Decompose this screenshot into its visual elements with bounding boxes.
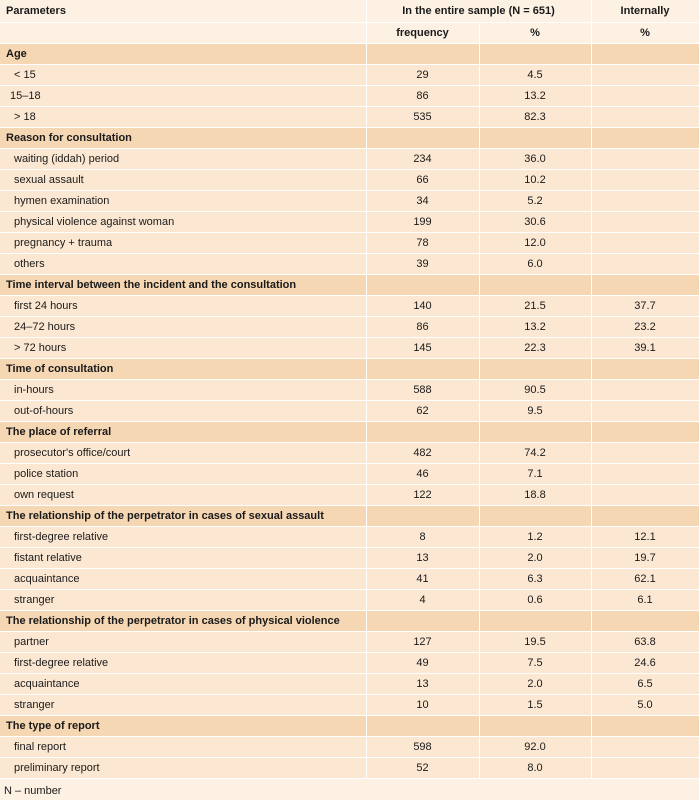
header-row-2 [0,23,699,44]
row-internal-percent [591,191,699,212]
row-label: > 18 [0,107,366,128]
section-row [0,44,699,65]
row-label: 24–72 hours [0,317,366,338]
row-percent: 13.2 [479,86,591,107]
row-internal-percent [591,212,699,233]
section-empty-cell [591,422,699,443]
section-row [0,716,699,737]
row-internal-percent: 63.8 [591,632,699,653]
row-frequency: 234 [366,149,479,170]
section-empty-cell [591,128,699,149]
row-label: sexual assault [0,170,366,191]
row-internal-percent [591,86,699,107]
row-frequency: 52 [366,758,479,779]
row-percent: 7.1 [479,464,591,485]
row-internal-percent: 6.1 [591,590,699,611]
header-frequency: frequency [366,23,479,44]
section-empty-cell [479,359,591,380]
section-empty-cell [479,611,591,632]
table-row [0,296,699,317]
table-row [0,401,699,422]
row-internal-percent: 6.5 [591,674,699,695]
row-internal-percent [591,380,699,401]
row-frequency: 29 [366,65,479,86]
row-label: 15–18 [0,86,366,107]
row-percent: 1.5 [479,695,591,716]
row-label: first-degree relative [0,653,366,674]
table-row [0,695,699,716]
row-percent: 74.2 [479,443,591,464]
header-parameters: Parameters [0,0,366,23]
row-percent: 36.0 [479,149,591,170]
row-label: final report [0,737,366,758]
row-label: stranger [0,590,366,611]
header-percent: % [479,23,591,44]
row-percent: 1.2 [479,527,591,548]
table-row [0,632,699,653]
row-internal-percent: 12.1 [591,527,699,548]
row-internal-percent [591,758,699,779]
row-frequency: 13 [366,548,479,569]
row-percent: 21.5 [479,296,591,317]
row-label: acquaintance [0,569,366,590]
row-internal-percent: 5.0 [591,695,699,716]
section-empty-cell [366,359,479,380]
row-internal-percent [591,443,699,464]
row-percent: 7.5 [479,653,591,674]
section-empty-cell [591,359,699,380]
row-frequency: 4 [366,590,479,611]
table-row [0,317,699,338]
header-empty [0,23,366,44]
section-empty-cell [591,44,699,65]
table-row [0,548,699,569]
header-row-1 [0,0,699,23]
table-row [0,569,699,590]
section-title: Age [0,44,366,65]
footnote: N – number [4,785,62,797]
row-frequency: 482 [366,443,479,464]
row-label: stranger [0,695,366,716]
row-internal-percent [591,170,699,191]
row-internal-percent: 19.7 [591,548,699,569]
row-percent: 0.6 [479,590,591,611]
table-row [0,527,699,548]
row-label: own request [0,485,366,506]
row-percent: 4.5 [479,65,591,86]
row-percent: 92.0 [479,737,591,758]
table-row [0,254,699,275]
row-percent: 6.3 [479,569,591,590]
row-percent: 13.2 [479,317,591,338]
section-empty-cell [479,275,591,296]
section-row [0,359,699,380]
row-internal-percent [591,65,699,86]
row-internal-percent: 23.2 [591,317,699,338]
section-empty-cell [366,128,479,149]
row-frequency: 41 [366,569,479,590]
section-empty-cell [366,44,479,65]
section-empty-cell [479,422,591,443]
section-empty-cell [366,716,479,737]
row-label: physical violence against woman [0,212,366,233]
row-frequency: 598 [366,737,479,758]
table-row [0,674,699,695]
row-label: hymen examination [0,191,366,212]
row-frequency: 145 [366,338,479,359]
row-percent: 90.5 [479,380,591,401]
section-title: Reason for consultation [0,128,366,149]
section-empty-cell [366,611,479,632]
row-internal-percent [591,485,699,506]
row-internal-percent [591,401,699,422]
row-internal-percent [591,233,699,254]
row-label: out-of-hours [0,401,366,422]
row-percent: 5.2 [479,191,591,212]
row-percent: 6.0 [479,254,591,275]
table-row [0,485,699,506]
row-frequency: 122 [366,485,479,506]
row-internal-percent [591,464,699,485]
section-title: The relationship of the perpetrator in cases of sexual assault [0,506,366,527]
table-row [0,653,699,674]
section-empty-cell [366,422,479,443]
row-percent: 9.5 [479,401,591,422]
row-label: first 24 hours [0,296,366,317]
section-empty-cell [366,506,479,527]
row-percent: 10.2 [479,170,591,191]
row-internal-percent [591,107,699,128]
header-percent-internal: % [591,23,699,44]
table-row [0,233,699,254]
row-frequency: 62 [366,401,479,422]
row-internal-percent: 24.6 [591,653,699,674]
row-percent: 12.0 [479,233,591,254]
section-empty-cell [479,506,591,527]
row-label: partner [0,632,366,653]
section-empty-cell [591,611,699,632]
table-row [0,737,699,758]
row-internal-percent: 39.1 [591,338,699,359]
section-title: The place of referral [0,422,366,443]
table-row [0,65,699,86]
section-empty-cell [479,716,591,737]
row-frequency: 13 [366,674,479,695]
row-frequency: 78 [366,233,479,254]
section-row [0,275,699,296]
table-row [0,107,699,128]
row-label: in-hours [0,380,366,401]
row-label: preliminary report [0,758,366,779]
header-internally: Internally [591,0,699,23]
section-title: Time interval between the incident and the consultation [0,275,366,296]
row-percent: 19.5 [479,632,591,653]
row-percent: 82.3 [479,107,591,128]
section-row [0,422,699,443]
row-percent: 22.3 [479,338,591,359]
row-frequency: 10 [366,695,479,716]
row-frequency: 46 [366,464,479,485]
row-label: > 72 hours [0,338,366,359]
row-frequency: 86 [366,86,479,107]
row-label: police station [0,464,366,485]
row-internal-percent: 62.1 [591,569,699,590]
row-internal-percent [591,737,699,758]
row-label: first-degree relative [0,527,366,548]
row-frequency: 140 [366,296,479,317]
table-body [0,44,699,779]
row-frequency: 39 [366,254,479,275]
table-row [0,443,699,464]
row-frequency: 8 [366,527,479,548]
row-label: pregnancy + trauma [0,233,366,254]
section-row [0,128,699,149]
table-row [0,212,699,233]
row-percent: 30.6 [479,212,591,233]
table-row [0,149,699,170]
row-frequency: 127 [366,632,479,653]
section-empty-cell [591,275,699,296]
table-row [0,464,699,485]
row-frequency: 49 [366,653,479,674]
row-label: < 15 [0,65,366,86]
row-label: fistant relative [0,548,366,569]
section-empty-cell [366,275,479,296]
section-empty-cell [479,44,591,65]
section-title: The type of report [0,716,366,737]
section-empty-cell [591,716,699,737]
row-percent: 2.0 [479,548,591,569]
header-entire-sample: In the entire sample (N = 651) [366,0,591,23]
row-internal-percent [591,254,699,275]
section-row [0,506,699,527]
row-frequency: 34 [366,191,479,212]
row-percent: 8.0 [479,758,591,779]
table-row [0,170,699,191]
row-frequency: 86 [366,317,479,338]
table-row [0,338,699,359]
table-row [0,758,699,779]
section-empty-cell [591,506,699,527]
row-label: prosecutor's office/court [0,443,366,464]
row-frequency: 66 [366,170,479,191]
row-label: others [0,254,366,275]
table-row [0,191,699,212]
row-internal-percent: 37.7 [591,296,699,317]
row-percent: 2.0 [479,674,591,695]
table-row [0,86,699,107]
table-row [0,380,699,401]
row-percent: 18.8 [479,485,591,506]
row-frequency: 588 [366,380,479,401]
row-internal-percent [591,149,699,170]
section-title: The relationship of the perpetrator in cases of physical violence [0,611,366,632]
row-frequency: 199 [366,212,479,233]
section-row [0,611,699,632]
row-label: acquaintance [0,674,366,695]
row-label: waiting (iddah) period [0,149,366,170]
section-title: Time of consultation [0,359,366,380]
section-empty-cell [479,128,591,149]
table-row [0,590,699,611]
row-frequency: 535 [366,107,479,128]
